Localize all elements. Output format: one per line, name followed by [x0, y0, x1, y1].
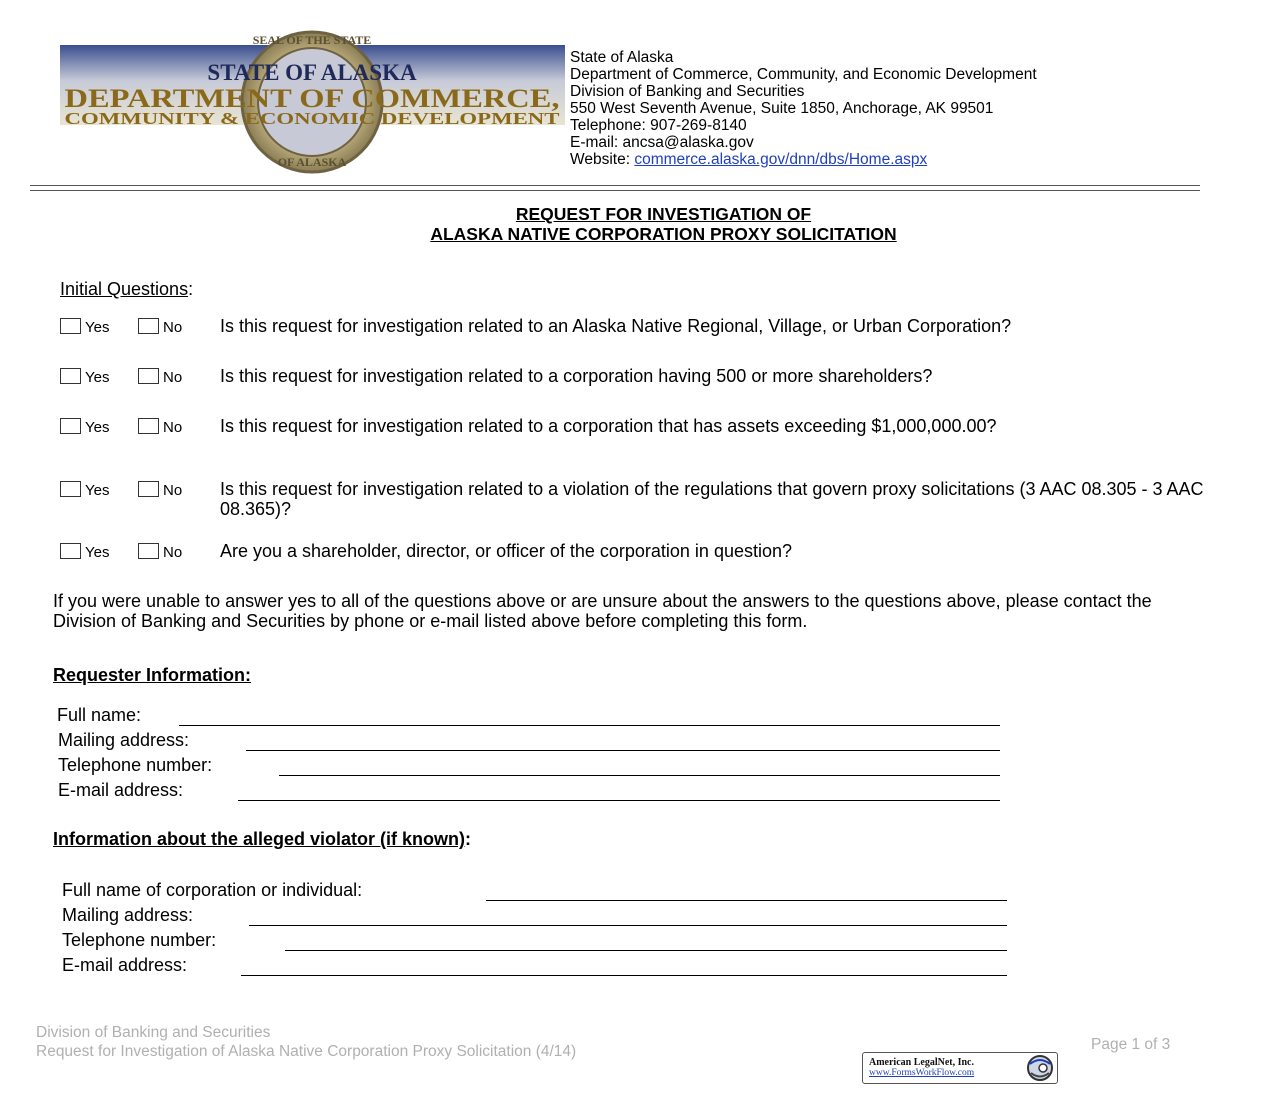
seal-text-top: SEAL OF THE STATE	[252, 33, 372, 47]
contact-block	[570, 49, 1037, 168]
violator-full-name-field[interactable]	[486, 900, 1007, 901]
header-divider-top	[30, 185, 1200, 186]
question-1-text: Is this request for investigation related to an Alaska Native Regional, Village, or Urban Corporation?	[220, 316, 1012, 336]
question-2-yes[interactable]	[60, 368, 109, 388]
department-name: Department of Commerce, Community, and Economic Development	[570, 66, 1037, 83]
requester-email-label: E-mail address:	[58, 780, 184, 800]
question-1-no[interactable]	[138, 318, 182, 338]
no-checkbox[interactable]	[138, 318, 159, 334]
violator-email-field[interactable]	[241, 975, 1007, 976]
no-label: No	[163, 319, 183, 336]
question-5-text: Are you a shareholder, director, or officer of the corporation in question?	[220, 541, 793, 561]
yes-checkbox[interactable]	[60, 418, 81, 434]
requester-full-name-field[interactable]	[179, 725, 1000, 726]
legalnet-badge[interactable]	[862, 1052, 1058, 1084]
requester-mailing-address-field[interactable]	[246, 750, 1000, 751]
initial-questions-heading	[60, 279, 193, 300]
question-3-no[interactable]	[138, 418, 182, 438]
requester-email-field[interactable]	[238, 800, 1000, 801]
footer-division: Division of Banking and Securities	[36, 1024, 271, 1041]
department-logo	[60, 30, 565, 175]
violator-email-label: E-mail address:	[62, 955, 188, 975]
yes-label: Yes	[85, 319, 110, 336]
requester-full-name-label: Full name:	[57, 705, 142, 725]
question-4-yes[interactable]	[60, 481, 109, 501]
yes-checkbox[interactable]	[60, 543, 81, 559]
form-title-line-2: ALASKA NATIVE CORPORATION PROXY SOLICITATION	[430, 224, 897, 244]
requester-heading: Requester Information:	[53, 665, 252, 685]
violator-mailing-address-label: Mailing address:	[62, 905, 194, 925]
no-checkbox[interactable]	[138, 418, 159, 434]
requester-telephone-label: Telephone number:	[58, 755, 213, 775]
no-label: No	[163, 482, 183, 499]
yes-checkbox[interactable]	[60, 318, 81, 334]
violator-mailing-address-field[interactable]	[249, 925, 1007, 926]
no-label: No	[163, 544, 183, 561]
yes-label: Yes	[85, 482, 110, 499]
no-checkbox[interactable]	[138, 368, 159, 384]
question-4	[60, 479, 1220, 521]
violator-telephone-label: Telephone number:	[62, 930, 217, 950]
requester-mailing-address-label: Mailing address:	[58, 730, 190, 750]
yes-checkbox[interactable]	[60, 481, 81, 497]
question-5	[60, 541, 1220, 563]
logo-line-2: DEPARTMENT OF COMMERCE,	[64, 84, 560, 113]
no-checkbox[interactable]	[138, 481, 159, 497]
page-number: Page 1 of 3	[1091, 1036, 1171, 1053]
state-name: State of Alaska	[570, 49, 674, 66]
logo-line-1: STATE OF ALASKA	[207, 60, 417, 85]
website-link[interactable]: commerce.alaska.gov/dnn/dbs/Home.aspx	[634, 151, 928, 168]
seal-text-bottom: OF ALASKA	[277, 155, 347, 169]
badge-company: American LegalNet, Inc.	[869, 1057, 974, 1068]
initial-questions-heading-text: Initial Questions	[60, 279, 189, 299]
question-3-yes[interactable]	[60, 418, 109, 438]
question-1	[60, 316, 1220, 358]
yes-label: Yes	[85, 544, 110, 561]
requester-telephone-field[interactable]	[279, 775, 1000, 776]
office-email: E-mail: ancsa@alaska.gov	[570, 134, 754, 151]
violator-heading	[53, 829, 471, 850]
office-telephone: Telephone: 907-269-8140	[570, 117, 747, 134]
violator-heading-text: Information about the alleged violator (if known)	[53, 829, 466, 849]
violator-heading-colon: :	[465, 829, 472, 849]
question-1-yes[interactable]	[60, 318, 109, 338]
header-divider-bottom	[30, 190, 1200, 191]
form-title-line-1: REQUEST FOR INVESTIGATION OF	[515, 204, 812, 224]
page-footer	[36, 1023, 576, 1061]
footer-form-name: Request for Investigation of Alaska Native Corporation Proxy Solicitation (4/14)	[36, 1043, 577, 1060]
question-4-text: Is this request for investigation related to a violation of the regulations that govern proxy solicitations (3 AAC 08.305 - 3 AAC 08.365)?	[220, 479, 1204, 519]
question-2-no[interactable]	[138, 368, 182, 388]
question-5-yes[interactable]	[60, 543, 109, 563]
question-3-text: Is this request for investigation related to a corporation that has assets exceeding $1,000,000.00?	[220, 416, 997, 436]
globe-icon	[1025, 1054, 1055, 1082]
contact-notice: If you were unable to answer yes to all of the questions above or are unsure about the answers to the questions above, please contact the Division of Banking and Securities by phone or e-mail listed above before completing this form.	[53, 591, 1152, 631]
question-3	[60, 416, 1220, 458]
question-5-no[interactable]	[138, 543, 182, 563]
office-address: 550 West Seventh Avenue, Suite 1850, Anchorage, AK 99501	[570, 100, 994, 117]
no-label: No	[163, 369, 183, 386]
question-2-text: Is this request for investigation related to a corporation having 500 or more shareholders?	[220, 366, 933, 386]
violator-telephone-field[interactable]	[285, 950, 1007, 951]
no-checkbox[interactable]	[138, 543, 159, 559]
division-name: Division of Banking and Securities	[570, 83, 805, 100]
no-label: No	[163, 419, 183, 436]
question-4-no[interactable]	[138, 481, 182, 501]
logo-line-3: COMMUNITY & ECONOMIC DEVELOPMENT	[64, 109, 561, 128]
initial-questions-heading-colon: :	[188, 279, 194, 299]
question-2	[60, 366, 1220, 388]
form-title	[0, 204, 1275, 244]
website-row	[570, 151, 1037, 168]
badge-url[interactable]: www.FormsWorkFlow.com	[869, 1068, 975, 1078]
website-label: Website:	[570, 151, 635, 168]
yes-label: Yes	[85, 419, 110, 436]
yes-label: Yes	[85, 369, 110, 386]
yes-checkbox[interactable]	[60, 368, 81, 384]
violator-full-name-label: Full name of corporation or individual:	[62, 880, 363, 900]
